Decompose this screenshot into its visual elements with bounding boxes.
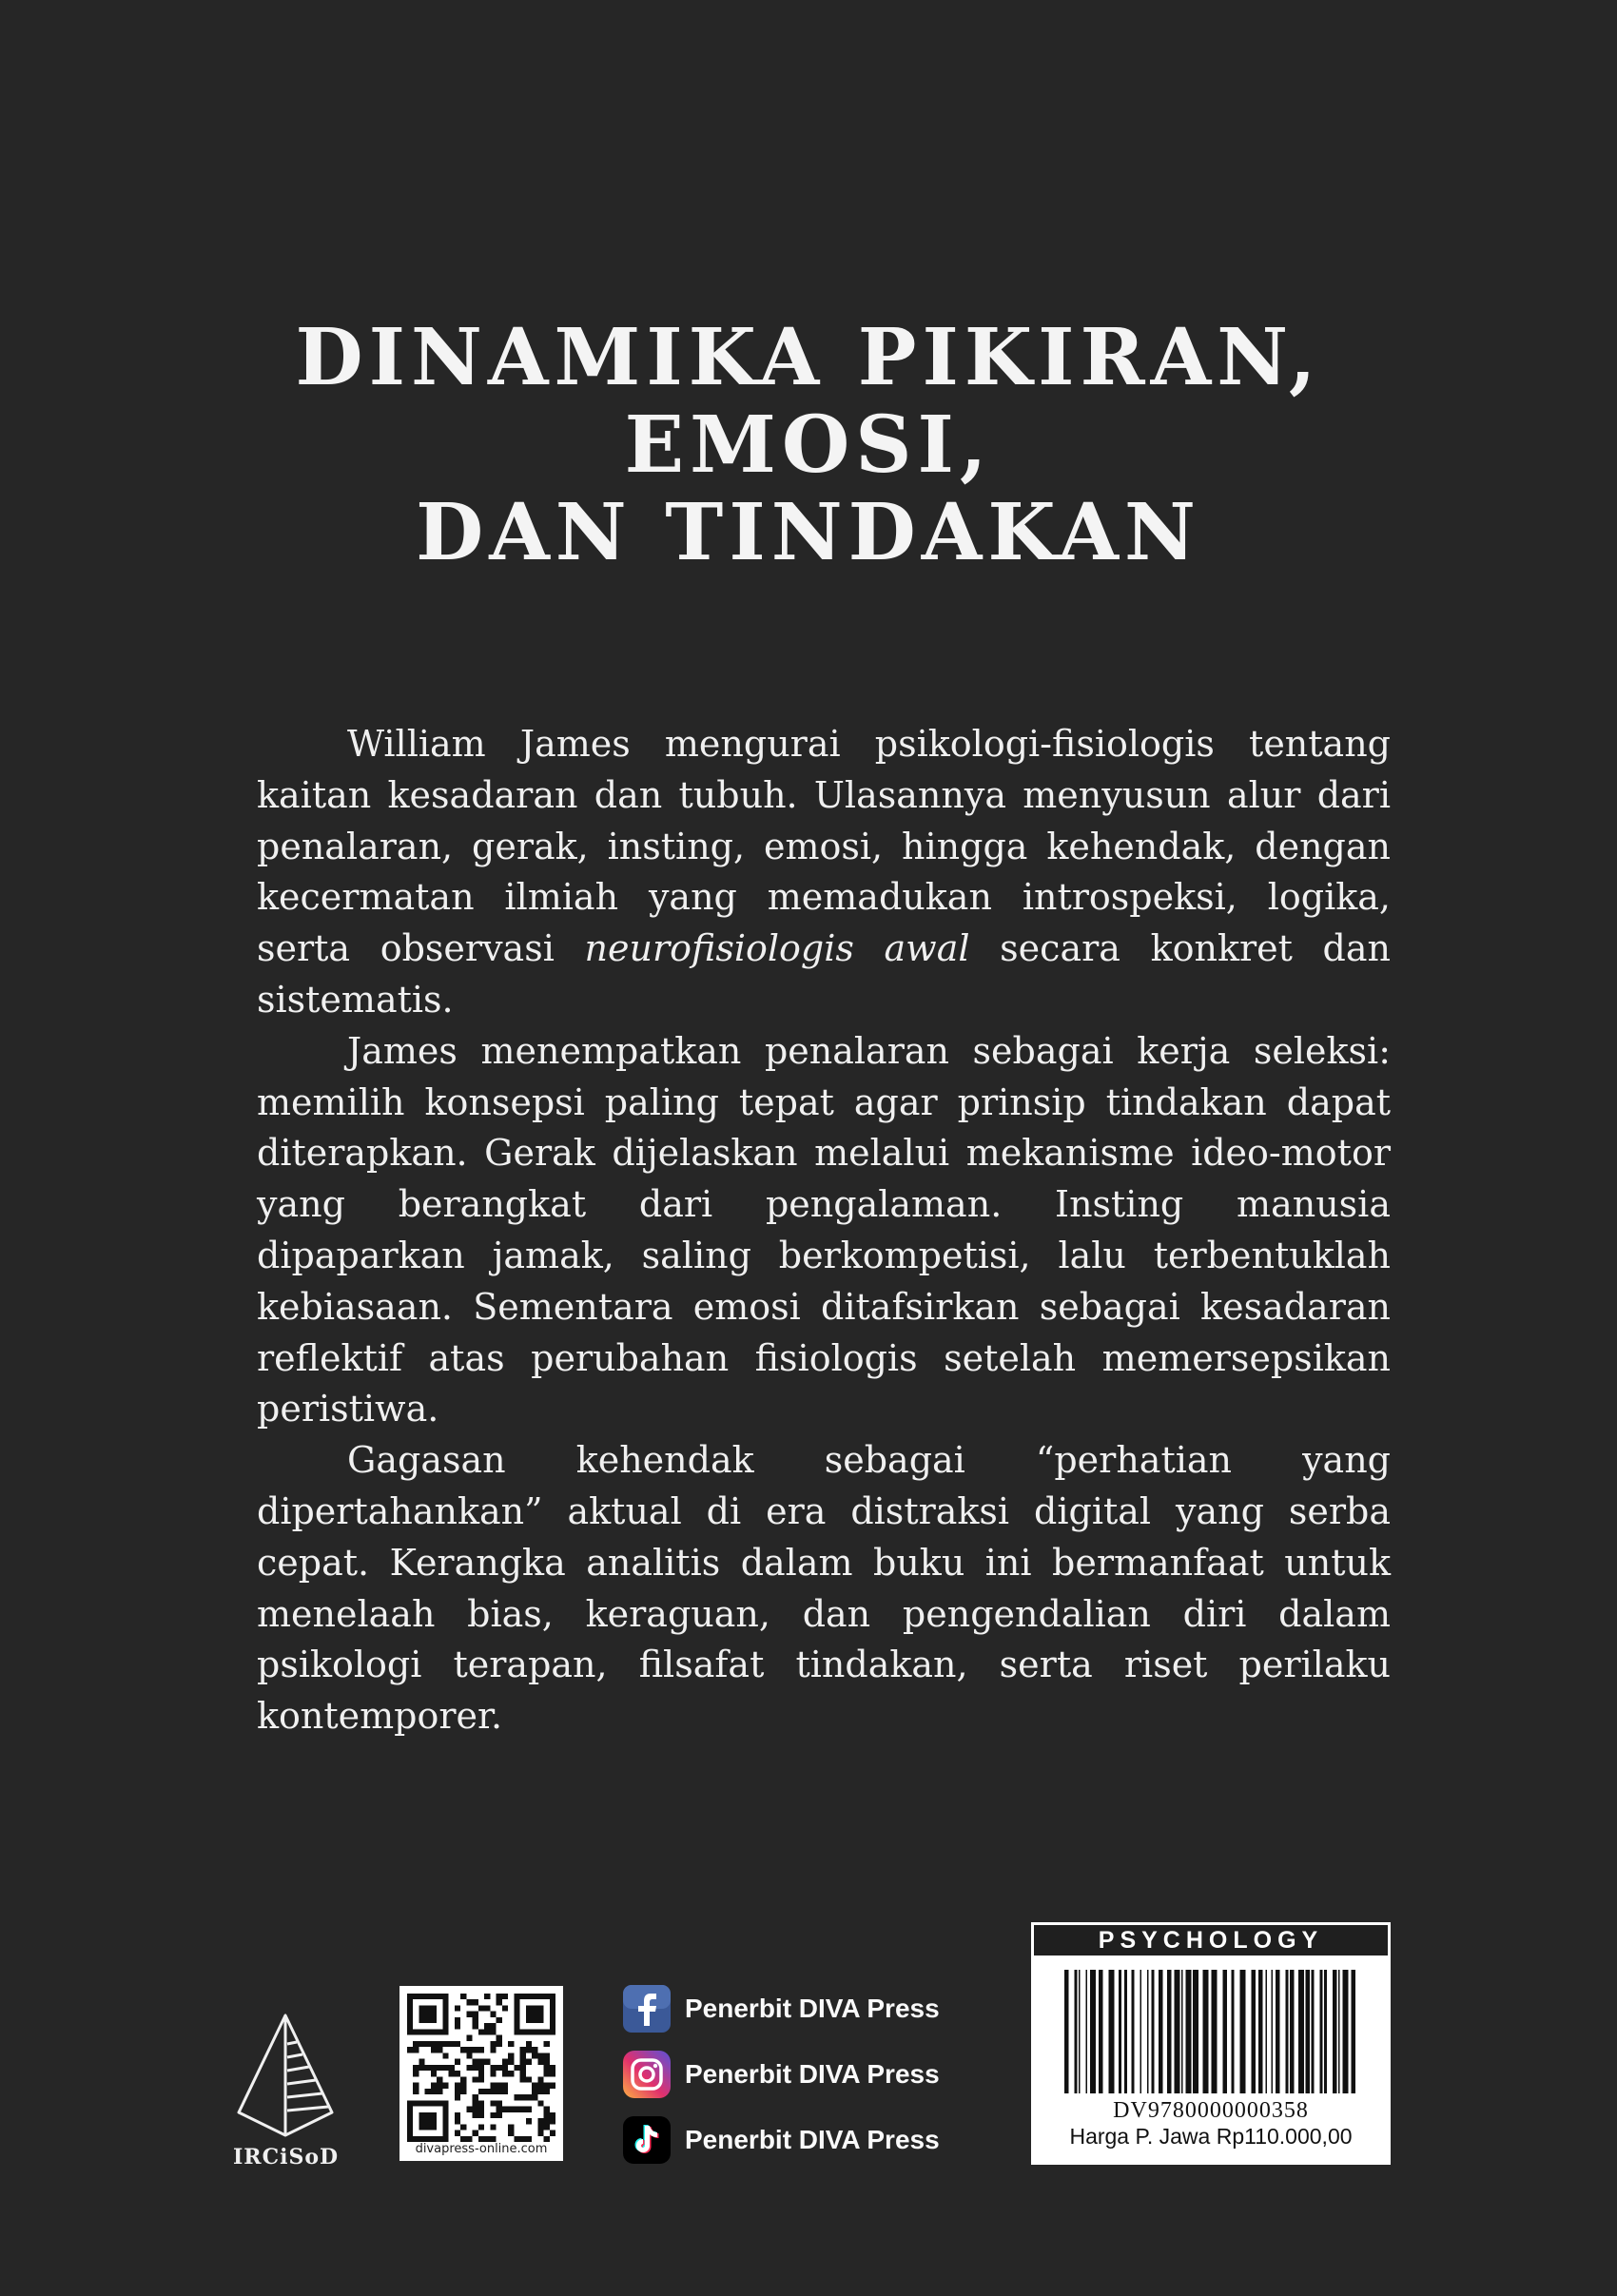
barcode-label: [1031, 1922, 1391, 2165]
barcode-icon: [1064, 1970, 1357, 2093]
tiktok-icon: [622, 2115, 672, 2165]
social-label-facebook: Penerbit DIVA Press: [685, 1994, 940, 2023]
price-label: Harga P. Jawa Rp110.000,00: [1069, 2124, 1353, 2149]
instagram-icon: [622, 2050, 672, 2099]
qr-code: [399, 1986, 563, 2161]
pyramid-logo-icon: [233, 2012, 338, 2139]
title-line-3: DAN TINDAKAN: [416, 487, 1201, 578]
title-line-2: EMOSI,: [624, 399, 993, 491]
qr-caption: divapress-online.com: [415, 2142, 548, 2156]
social-label-instagram: Penerbit DIVA Press: [685, 2059, 940, 2089]
blurb-paragraph-1: [257, 719, 1391, 1026]
blurb-paragraph-2: James menempatkan penalaran sebagai kerja seleksi: memilih konsepsi paling tepat agar prinsip tindakan dapat diterapkan. Gerak dijelaskan melalui mekanisme ideo-motor yang berangkat dari pengalaman. Insting manusia dipaparkan jamak, saling berkompetisi, lalu terbentuklah kebiasaan. Sementara emosi ditafsirkan sebagai kesadaran reflektif atas perubahan fisiologis setelah memersepsikan peristiwa.: [257, 1029, 1391, 1430]
blurb-p1-start: William James mengurai psikologi-fisiologis tentang kaitan kesadaran dan tubuh. Ulasannya menyusun alur dari penalaran, gerak, insting, emosi, hingga kehendak, dengan kecermatan ilmiah yang memadukan introspeksi, logika, serta observasi: [257, 723, 1391, 970]
qr-code-icon: [407, 1994, 555, 2142]
blurb-p1-end: secara konkret dan sistematis.: [257, 927, 1392, 1021]
publisher-logo: [233, 2012, 338, 2170]
book-title: [0, 314, 1617, 576]
blurb-paragraph-3: Gagasan kehendak sebagai “perhatian yang dipertahankan” aktual di era distraksi digital yang serba cepat. Kerangka analitis dalam buku ini bermanfaat untuk menelaah bias, keraguan, dan pengendalian diri dalam psikologi terapan, filsafat tindakan, serta riset perilaku kontemporer.: [257, 1439, 1391, 1738]
blurb-text: [257, 719, 1391, 1742]
publisher-logo-text: IRCiSoD: [233, 2145, 340, 2170]
category-label: PSYCHOLOGY: [1031, 1922, 1391, 1958]
title-line-1: DINAMIKA PIKIRAN,: [295, 312, 1322, 403]
barcode-number: DV9780000000358: [1113, 2098, 1309, 2123]
facebook-icon: [622, 1984, 672, 2033]
blurb-p1-italic: neurofisiologis awal: [584, 927, 970, 970]
social-label-tiktok: Penerbit DIVA Press: [685, 2125, 940, 2154]
